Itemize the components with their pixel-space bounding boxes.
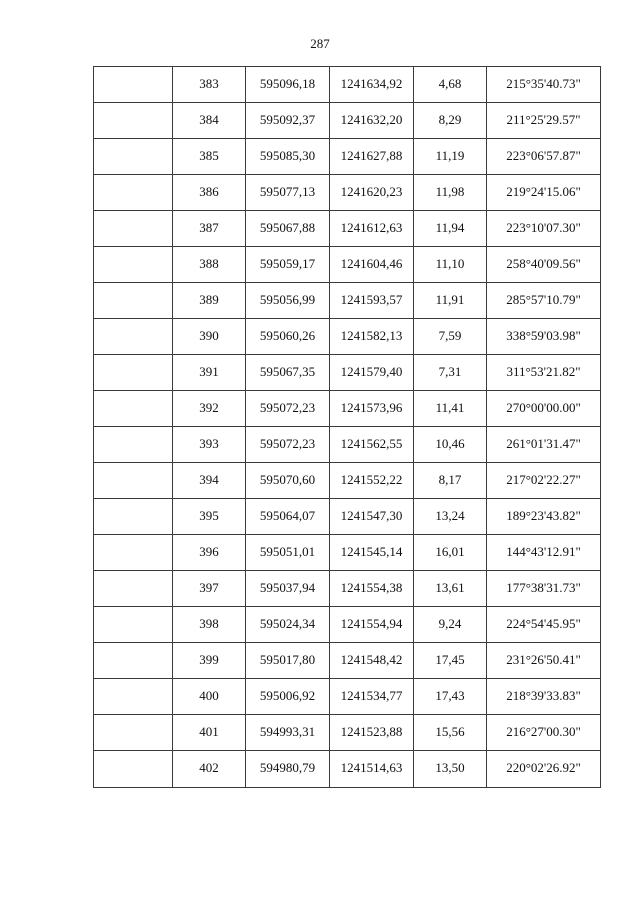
- x-coordinate-cell: 595060,26: [246, 319, 330, 355]
- table-row: [94, 103, 601, 139]
- x-coordinate-cell: 595077,13: [246, 175, 330, 211]
- bearing-cell: 219°24'15.06": [487, 175, 601, 211]
- x-coordinate-cell: 595092,37: [246, 103, 330, 139]
- distance-cell: 8,29: [414, 103, 487, 139]
- label-cell: [94, 67, 173, 103]
- y-coordinate-cell: 1241547,30: [330, 499, 414, 535]
- point-number-cell: 397: [173, 571, 246, 607]
- label-cell: [94, 139, 173, 175]
- point-number-cell: 384: [173, 103, 246, 139]
- page-number: 287: [310, 36, 330, 51]
- label-cell: [94, 535, 173, 571]
- bearing-cell: 177°38'31.73": [487, 571, 601, 607]
- table-row: [94, 67, 601, 103]
- x-coordinate-cell: 595067,35: [246, 355, 330, 391]
- point-number-cell: 387: [173, 211, 246, 247]
- label-cell: [94, 715, 173, 751]
- distance-cell: 13,50: [414, 751, 487, 788]
- distance-cell: 13,61: [414, 571, 487, 607]
- y-coordinate-cell: 1241582,13: [330, 319, 414, 355]
- x-coordinate-cell: 594980,79: [246, 751, 330, 788]
- point-number-cell: 388: [173, 247, 246, 283]
- table-row: [94, 571, 601, 607]
- label-cell: [94, 463, 173, 499]
- label-cell: [94, 571, 173, 607]
- x-coordinate-cell: 595067,88: [246, 211, 330, 247]
- point-number-cell: 393: [173, 427, 246, 463]
- distance-cell: 11,91: [414, 283, 487, 319]
- label-cell: [94, 247, 173, 283]
- distance-cell: 11,41: [414, 391, 487, 427]
- point-number-cell: 385: [173, 139, 246, 175]
- bearing-cell: 270°00'00.00": [487, 391, 601, 427]
- point-number-cell: 396: [173, 535, 246, 571]
- distance-cell: 7,31: [414, 355, 487, 391]
- x-coordinate-cell: 595051,01: [246, 535, 330, 571]
- table-row: [94, 535, 601, 571]
- point-number-cell: 402: [173, 751, 246, 788]
- coordinates-table-body: [94, 67, 601, 788]
- distance-cell: 4,68: [414, 67, 487, 103]
- bearing-cell: 220°02'26.92": [487, 751, 601, 788]
- y-coordinate-cell: 1241514,63: [330, 751, 414, 788]
- distance-cell: 11,10: [414, 247, 487, 283]
- x-coordinate-cell: 595085,30: [246, 139, 330, 175]
- x-coordinate-cell: 595072,23: [246, 391, 330, 427]
- y-coordinate-cell: 1241632,20: [330, 103, 414, 139]
- point-number-cell: 386: [173, 175, 246, 211]
- distance-cell: 17,45: [414, 643, 487, 679]
- bearing-cell: 261°01'31.47": [487, 427, 601, 463]
- point-number-cell: 390: [173, 319, 246, 355]
- bearing-cell: 338°59'03.98": [487, 319, 601, 355]
- y-coordinate-cell: 1241552,22: [330, 463, 414, 499]
- y-coordinate-cell: 1241554,94: [330, 607, 414, 643]
- y-coordinate-cell: 1241593,57: [330, 283, 414, 319]
- distance-cell: 17,43: [414, 679, 487, 715]
- x-coordinate-cell: 595056,99: [246, 283, 330, 319]
- bearing-cell: 218°39'33.83": [487, 679, 601, 715]
- y-coordinate-cell: 1241620,23: [330, 175, 414, 211]
- bearing-cell: 223°06'57.87": [487, 139, 601, 175]
- label-cell: [94, 643, 173, 679]
- bearing-cell: 217°02'22.27": [487, 463, 601, 499]
- x-coordinate-cell: 595096,18: [246, 67, 330, 103]
- label-cell: [94, 751, 173, 788]
- table-row: [94, 427, 601, 463]
- bearing-cell: 231°26'50.41": [487, 643, 601, 679]
- y-coordinate-cell: 1241523,88: [330, 715, 414, 751]
- distance-cell: 13,24: [414, 499, 487, 535]
- x-coordinate-cell: 595059,17: [246, 247, 330, 283]
- y-coordinate-cell: 1241545,14: [330, 535, 414, 571]
- x-coordinate-cell: 594993,31: [246, 715, 330, 751]
- bearing-cell: 224°54'45.95": [487, 607, 601, 643]
- distance-cell: 11,19: [414, 139, 487, 175]
- distance-cell: 7,59: [414, 319, 487, 355]
- table-row: [94, 679, 601, 715]
- table-row: [94, 211, 601, 247]
- label-cell: [94, 679, 173, 715]
- label-cell: [94, 391, 173, 427]
- point-number-cell: 383: [173, 67, 246, 103]
- distance-cell: 9,24: [414, 607, 487, 643]
- table-row: [94, 751, 601, 788]
- bearing-cell: 215°35'40.73": [487, 67, 601, 103]
- y-coordinate-cell: 1241548,42: [330, 643, 414, 679]
- point-number-cell: 392: [173, 391, 246, 427]
- table-row: [94, 715, 601, 751]
- label-cell: [94, 283, 173, 319]
- table-row: [94, 175, 601, 211]
- distance-cell: 11,98: [414, 175, 487, 211]
- label-cell: [94, 211, 173, 247]
- table-row: [94, 283, 601, 319]
- table-row: [94, 607, 601, 643]
- point-number-cell: 398: [173, 607, 246, 643]
- x-coordinate-cell: 595024,34: [246, 607, 330, 643]
- distance-cell: 15,56: [414, 715, 487, 751]
- table-row: [94, 139, 601, 175]
- table-row: [94, 355, 601, 391]
- x-coordinate-cell: 595017,80: [246, 643, 330, 679]
- distance-cell: 16,01: [414, 535, 487, 571]
- label-cell: [94, 499, 173, 535]
- coordinates-table: [93, 66, 601, 788]
- point-number-cell: 399: [173, 643, 246, 679]
- y-coordinate-cell: 1241534,77: [330, 679, 414, 715]
- label-cell: [94, 175, 173, 211]
- point-number-cell: 391: [173, 355, 246, 391]
- point-number-cell: 394: [173, 463, 246, 499]
- x-coordinate-cell: 595006,92: [246, 679, 330, 715]
- x-coordinate-cell: 595070,60: [246, 463, 330, 499]
- y-coordinate-cell: 1241554,38: [330, 571, 414, 607]
- x-coordinate-cell: 595064,07: [246, 499, 330, 535]
- label-cell: [94, 607, 173, 643]
- table-row: [94, 499, 601, 535]
- bearing-cell: 211°25'29.57": [487, 103, 601, 139]
- y-coordinate-cell: 1241573,96: [330, 391, 414, 427]
- bearing-cell: 285°57'10.79": [487, 283, 601, 319]
- y-coordinate-cell: 1241562,55: [330, 427, 414, 463]
- y-coordinate-cell: 1241634,92: [330, 67, 414, 103]
- table-row: [94, 463, 601, 499]
- table-row: [94, 643, 601, 679]
- x-coordinate-cell: 595072,23: [246, 427, 330, 463]
- point-number-cell: 401: [173, 715, 246, 751]
- label-cell: [94, 427, 173, 463]
- y-coordinate-cell: 1241612,63: [330, 211, 414, 247]
- point-number-cell: 395: [173, 499, 246, 535]
- x-coordinate-cell: 595037,94: [246, 571, 330, 607]
- label-cell: [94, 103, 173, 139]
- bearing-cell: 223°10'07.30": [487, 211, 601, 247]
- distance-cell: 10,46: [414, 427, 487, 463]
- label-cell: [94, 355, 173, 391]
- distance-cell: 8,17: [414, 463, 487, 499]
- bearing-cell: 189°23'43.82": [487, 499, 601, 535]
- y-coordinate-cell: 1241627,88: [330, 139, 414, 175]
- bearing-cell: 258°40'09.56": [487, 247, 601, 283]
- bearing-cell: 216°27'00.30": [487, 715, 601, 751]
- y-coordinate-cell: 1241579,40: [330, 355, 414, 391]
- distance-cell: 11,94: [414, 211, 487, 247]
- table-row: [94, 391, 601, 427]
- point-number-cell: 389: [173, 283, 246, 319]
- bearing-cell: 144°43'12.91": [487, 535, 601, 571]
- label-cell: [94, 319, 173, 355]
- y-coordinate-cell: 1241604,46: [330, 247, 414, 283]
- table-row: [94, 319, 601, 355]
- bearing-cell: 311°53'21.82": [487, 355, 601, 391]
- point-number-cell: 400: [173, 679, 246, 715]
- table-row: [94, 247, 601, 283]
